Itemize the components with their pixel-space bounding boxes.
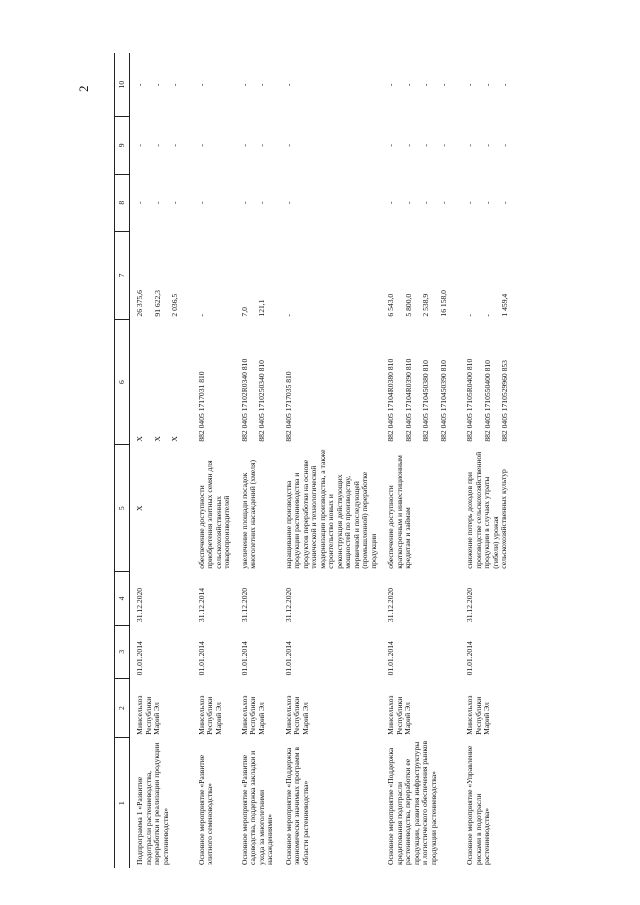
cell-value: - [500, 144, 509, 147]
table-cell-c4: 31.12.2020 [135, 587, 144, 623]
cell-value: - [403, 201, 413, 204]
cell-value: - [482, 83, 492, 87]
cell-value: 2 036,5 [170, 293, 179, 317]
cell-value: - [239, 201, 249, 204]
cell-value: 882 0405 1710550400 810 [482, 360, 492, 442]
header-col-6: 6 [115, 320, 130, 445]
cell-value: - [465, 314, 474, 317]
cell-value: - [386, 144, 395, 147]
table-row [279, 53, 382, 868]
cell-value: - [421, 144, 430, 147]
cell-value: - [196, 144, 206, 147]
table-cell-c3: 01.01.2014 [386, 641, 395, 676]
table-cell-c1: Основное мероприятие «Поддержка экономически значимых программ в области растениеводства» [283, 747, 310, 865]
cell-value: 91 622,3 [152, 290, 162, 317]
cell-value: - [283, 83, 293, 87]
cell-value: - [438, 83, 448, 87]
table-cell-c5: X [135, 505, 144, 511]
cell-value: - [421, 83, 430, 87]
cell-value: - [500, 201, 509, 204]
cell-value: - [152, 144, 162, 147]
cell-value: - [386, 83, 395, 87]
table-cell-c8 [130, 174, 192, 231]
cell-value: 882 0405 1717035 810 [283, 371, 293, 442]
cell-value: X [135, 436, 144, 442]
table-cell-c4: 31.12.2020 [283, 587, 293, 623]
table-cell-c5: наращивание производства продукции растениеводства и продуктов переработки на основе технической и технологической модернизации производства, а также строительство новых и реконструкция действующих мощностей по производству, первичной и последующей (промышленной) переработке продукции [283, 449, 378, 569]
table-row [381, 53, 460, 868]
table-cell-c2: Минсельхоз Республики Марий Эл [196, 695, 223, 735]
table-row [235, 53, 279, 868]
cell-value: 2 538,9 [421, 293, 430, 317]
table-cell-c8 [279, 174, 382, 231]
table-cell-c3: 01.01.2014 [239, 641, 249, 676]
table-cell-c9 [130, 117, 192, 174]
table-cell-c5: обеспечение доступности краткосрочным и инвестиционным кредитам и займам [386, 455, 412, 569]
table-cell-c8 [235, 174, 279, 231]
table-cell-c10 [460, 53, 522, 117]
cell-value: 882 0405 1710450390 810 [438, 360, 448, 442]
table-cell-c6 [381, 320, 460, 445]
table-cell-c4: 31.12.2020 [386, 587, 395, 623]
cell-value: 7,0 [239, 307, 249, 317]
table-cell-c8 [460, 174, 522, 231]
cell-value: 882 0405 1710529960 853 [500, 360, 509, 442]
table-cell-c6 [130, 320, 192, 445]
table-cell-c1: Основное мероприятие «Развитие элитного семеноводства» [196, 754, 214, 865]
table-cell-c1: Подпрограмма 1 «Развитие подотрасли растениеводства, переработки и реализации продукции растениеводства» [135, 742, 170, 865]
table-cell-c2: Минсельхоз Республики Марий Эл [239, 695, 266, 735]
page-number: 2 [76, 85, 91, 92]
table-cell-c6 [279, 320, 382, 445]
table-cell-c2: Минсельхоз Республики Марий Эл [135, 695, 161, 735]
header-col-8: 8 [115, 174, 130, 231]
cell-value: 882 0405 1710250340 810 [257, 360, 266, 442]
cell-value: - [135, 201, 144, 204]
cell-value: - [196, 201, 206, 204]
table-cell-c3: 01.01.2014 [196, 641, 206, 676]
table-cell-c10 [192, 53, 235, 117]
cell-value: - [482, 201, 492, 204]
cell-value: - [403, 83, 413, 87]
table-cell-c9 [192, 117, 235, 174]
cell-value: - [386, 201, 395, 204]
header-col-5: 5 [115, 445, 130, 572]
table-cell-c2: Минсельхоз Республики Марий Эл [465, 695, 491, 735]
table-cell-c2: Минсельхоз Республики Марий Эл [386, 695, 412, 735]
cell-value: 882 0405 17104R0380 810 [386, 358, 395, 442]
cell-value: - [196, 83, 206, 87]
table-cell-c7 [381, 231, 460, 319]
table-cell-c1: Основное мероприятие «Управление рисками в подотрасли растениеводства» [465, 745, 491, 865]
cell-value: - [170, 83, 179, 87]
table-cell-c10 [130, 53, 192, 117]
table-row [130, 53, 192, 868]
cell-value: - [152, 83, 162, 87]
cell-value: 882 0405 17102R0340 810 [239, 358, 249, 442]
cell-value: 882 0405 1717031 810 [196, 371, 206, 442]
table-cell-c9 [460, 117, 522, 174]
table-cell-c5: обеспечение доступности приобретения элитных семян для сельскохозяйственных товаропроизводителей [196, 460, 231, 569]
cell-value: - [135, 144, 144, 147]
cell-value: - [239, 144, 249, 147]
cell-value: 882 0405 17104R0390 810 [403, 358, 413, 442]
cell-value: 26 375,6 [135, 290, 144, 317]
table-row [192, 53, 235, 868]
table-cell-c7 [235, 231, 279, 319]
header-col-1: 1 [115, 738, 130, 868]
cell-value: - [170, 201, 179, 204]
cell-value: 882 0405 1710450380 810 [421, 360, 430, 442]
cell-value: - [438, 201, 448, 204]
table-body [130, 53, 522, 868]
header-col-9: 9 [115, 117, 130, 174]
cell-value: 121,1 [257, 299, 266, 317]
cell-value: - [482, 314, 492, 317]
table-cell-c10 [279, 53, 382, 117]
cell-value: - [500, 83, 509, 87]
table-cell-c3: 01.01.2014 [135, 641, 144, 676]
table-cell-c10 [381, 53, 460, 117]
cell-value: - [135, 83, 144, 87]
cell-value: - [403, 144, 413, 147]
cell-value: - [196, 314, 206, 317]
header-col-4: 4 [115, 572, 130, 625]
table-cell-c10 [235, 53, 279, 117]
cell-value: - [257, 201, 266, 204]
table-cell-c3: 01.01.2014 [465, 641, 474, 676]
table-cell-c8 [381, 174, 460, 231]
header-row [115, 53, 130, 868]
cell-value: 882 0405 17105R0400 810 [465, 358, 474, 442]
header-col-7: 7 [115, 231, 130, 319]
header-col-10: 10 [115, 53, 130, 117]
cell-value: 5 800,0 [403, 293, 413, 317]
table-cell-c5: снижение потерь доходов при производстве сельскохозяйственной продукции в случаях утраты (гибели) урожая сельскохозяйственных культур [465, 451, 508, 569]
table-cell-c4: 31.12.2020 [465, 587, 474, 623]
table-cell-c1: Основное мероприятие «Развитие садоводства, поддержка закладки и ухода за многолетними насаждениями» [239, 750, 274, 865]
table-cell-c5: увеличение площади посадок многолетних насаждений (хмеля) [239, 460, 257, 569]
cell-value: - [283, 144, 293, 147]
table-cell-c1: Основное мероприятие «Поддержка кредитования подотрасли растениеводства, переработки ее продукции, развития инфраструктуры и логистического обеспечения рынков продукции растениеводства» [386, 740, 438, 865]
table-cell-c6 [235, 320, 279, 445]
table-cell-c6 [192, 320, 235, 445]
cell-value: - [465, 144, 474, 147]
cell-value: X [170, 436, 179, 442]
table-cell-c9 [235, 117, 279, 174]
table-cell-c4: 31.12.2020 [239, 587, 249, 623]
table-cell-c7 [130, 231, 192, 319]
table-cell-c9 [381, 117, 460, 174]
rotated-page-content [76, 53, 634, 868]
cell-value: 16 158,0 [438, 290, 448, 317]
cell-value: 1 459,4 [500, 293, 509, 317]
header-col-3: 3 [115, 625, 130, 678]
table-cell-c4: 31.12.2014 [196, 587, 206, 623]
program-table [114, 53, 522, 868]
cell-value: - [438, 144, 448, 147]
cell-value: - [152, 201, 162, 204]
cell-value: - [257, 83, 266, 87]
cell-value: X [152, 436, 162, 442]
cell-value: - [283, 201, 293, 204]
table-cell-c7 [279, 231, 382, 319]
header-col-2: 2 [115, 678, 130, 737]
cell-value: - [421, 201, 430, 204]
table-cell-c7 [192, 231, 235, 319]
cell-value: - [239, 83, 249, 87]
table-cell-c8 [192, 174, 235, 231]
cell-value: - [482, 144, 492, 147]
cell-value: - [170, 144, 179, 147]
table-cell-c6 [460, 320, 522, 445]
cell-value: - [465, 201, 474, 204]
cell-value: 6 543,0 [386, 293, 395, 317]
table-cell-c2: Минсельхоз Республики Марий Эл [283, 695, 310, 735]
table-row [460, 53, 522, 868]
cell-value: - [465, 83, 474, 87]
cell-value: - [257, 144, 266, 147]
table-cell-c9 [279, 117, 382, 174]
cell-value: - [283, 314, 293, 317]
table-cell-c7 [460, 231, 522, 319]
table-cell-c3: 01.01.2014 [283, 641, 293, 676]
